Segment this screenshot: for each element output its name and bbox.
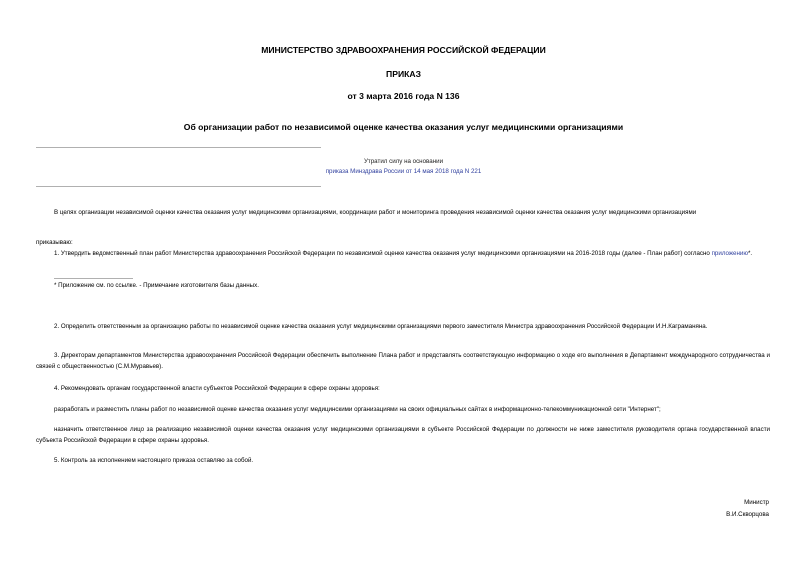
status-note: [0, 157, 807, 177]
item-3: 3. Директорам департаментов Министерства здравоохранения Российской Федерации обеспечить выполнение Плана работ и представлять соответствующую информацию о ходе его выполнения в Департамент международного сотрудничества и связей с общественностью (С.М.Муравьев).: [36, 352, 770, 370]
signature-name: В.И.Скворцова: [726, 511, 769, 518]
signature-title: Министр: [744, 499, 769, 506]
divider-top: [36, 147, 321, 148]
document-date: от 3 марта 2016 года N 136: [347, 91, 460, 101]
status-note-text: Утратил силу на основании: [363, 158, 444, 165]
appendix-link[interactable]: приложению: [711, 250, 748, 257]
document-subject: Об организации работ по независимой оценке качества оказания услуг медицинскими организациями: [183, 122, 624, 132]
item-5: 5. Контроль за исполнением настоящего приказа оставляю за собой.: [54, 457, 254, 464]
item-4: 4. Рекомендовать органам государственной власти субъектов Российской Федерации в сфере охраны здоровья:: [54, 385, 380, 392]
footnote-divider: [54, 278, 133, 279]
item-2: 2. Определить ответственным за организацию работы по независимой оценке качества оказания услуг медицинскими организациями первого заместителя Министра здравоохранения Российской Федерации И.Н.Каграманяна.: [54, 323, 708, 330]
divider-bottom: [36, 186, 321, 187]
intro-paragraph: В целях организации независимой оценки качества оказания услуг медицинскими организациями, координации работ и мониторинга проведения независимой оценки качества оказания услуг медицинскими организациями: [54, 209, 697, 216]
item-1-text: 1. Утвердить ведомственный план работ Министерства здравоохранения Российской Федерации по независимой оценке качества оказания услуг медицинскими организациями на 2016-2018 годы (далее - План работ) согласно: [54, 250, 712, 257]
ministry-title: МИНИСТЕРСТВО ЗДРАВООХРАНЕНИЯ РОССИЙСКОЙ ФЕДЕРАЦИИ: [261, 45, 546, 55]
status-note-link[interactable]: приказа Минздрава России от 14 мая 2018 года N 221: [325, 168, 482, 175]
item-1-tail: *.: [747, 250, 753, 257]
item-1: [36, 249, 770, 260]
order-word: приказываю:: [36, 239, 73, 246]
item-4a: разработать и разместить планы работ по независимой оценке качества оказания услуг медицинскими организациями на своих официальных сайтах в информационно-телекоммуникационной сети "Интернет";: [54, 406, 661, 413]
footnote: * Приложение см. по ссылке. - Примечание изготовителя базы данных.: [54, 282, 259, 289]
signature-block: [726, 497, 769, 521]
document-type: ПРИКАЗ: [386, 69, 421, 79]
item-4b: назначить ответственное лицо за реализацию независимой оценки качества оказания услуг медицинскими организациями в субъекте Российской Федерации по должности не ниже заместителя руководителя органа государственной власти субъекта Российской Федерации в сфере охраны здоровья.: [36, 426, 770, 444]
